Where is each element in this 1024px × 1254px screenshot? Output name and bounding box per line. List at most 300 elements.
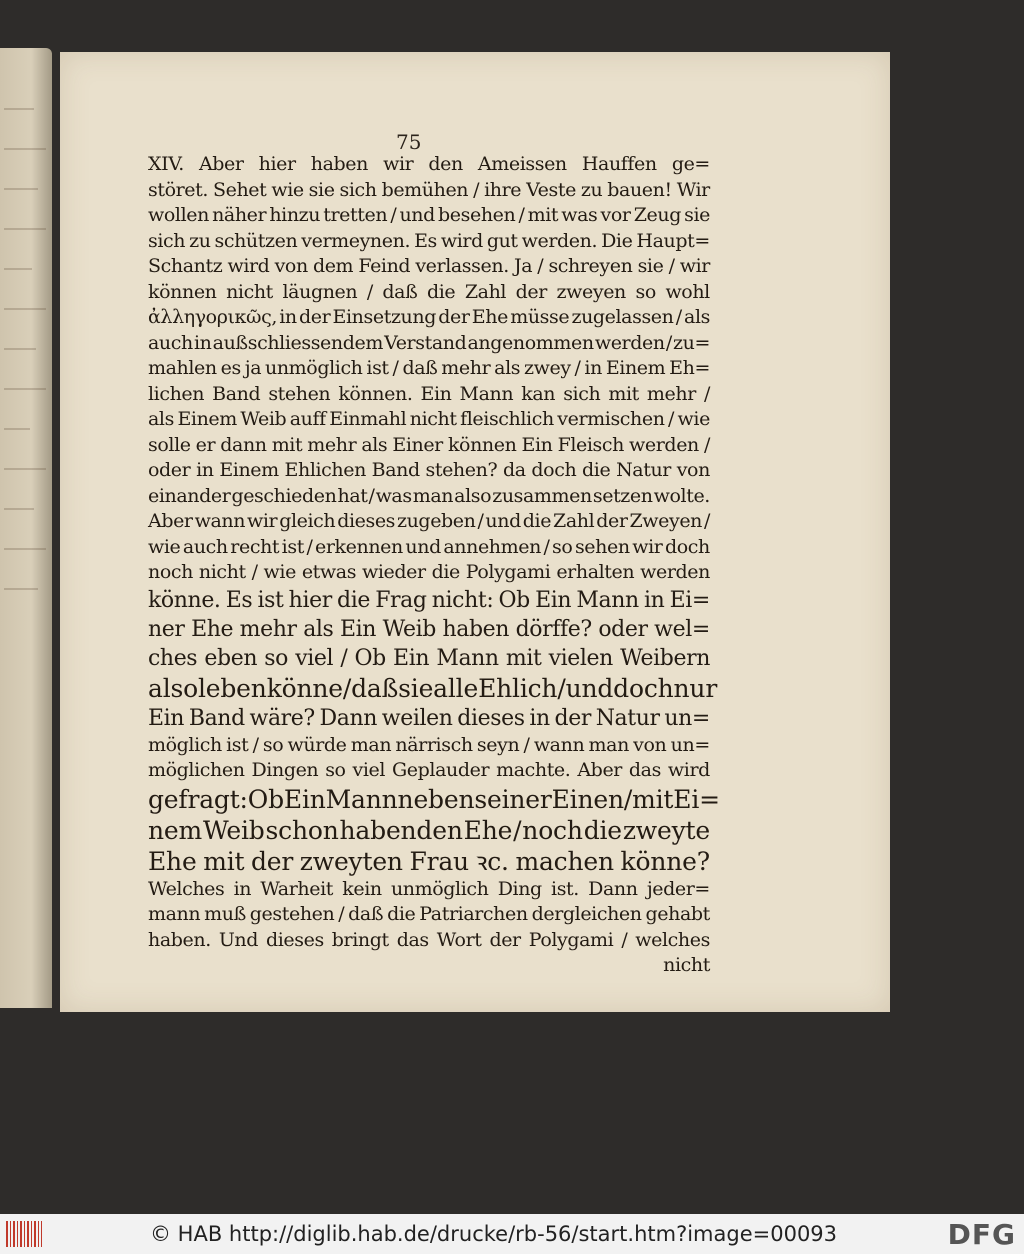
word: schon (265, 815, 339, 845)
word: Ding (497, 877, 542, 900)
word: als (361, 433, 388, 456)
word: unmöglich (265, 357, 363, 379)
text-line (148, 280, 710, 306)
word: wir (247, 510, 278, 532)
word: Ein (283, 784, 326, 814)
word: / (665, 331, 672, 354)
word: er (195, 433, 216, 456)
word: machte. (496, 759, 571, 781)
text-line (148, 254, 710, 280)
word: dann (220, 433, 267, 456)
word: Weib (240, 408, 287, 430)
word: möglich (148, 733, 222, 756)
word: recht (230, 535, 280, 558)
word: dieses (265, 928, 324, 951)
word: mehr (307, 433, 357, 456)
word: Patriarchen (419, 903, 528, 925)
word: ist (257, 587, 284, 613)
word: also (148, 673, 198, 703)
word: mahlen (148, 357, 217, 379)
word: der (250, 846, 294, 876)
word: so (262, 733, 284, 756)
word: schreyen (548, 255, 633, 277)
word: werden (640, 561, 710, 583)
word: eben (204, 645, 258, 671)
word: Band (188, 705, 245, 731)
word: so (552, 535, 573, 558)
word: Frau (409, 846, 469, 876)
word: / (252, 733, 259, 756)
word: / (368, 484, 375, 507)
word: Feind (358, 255, 411, 277)
word: Sehet (212, 178, 267, 201)
word: kan (521, 382, 556, 405)
word: das (628, 759, 661, 781)
word: vielen (548, 645, 613, 671)
word: läugnen (282, 280, 358, 303)
word: Dann (319, 705, 378, 731)
word: und (565, 673, 614, 703)
word: mehr (239, 616, 297, 642)
word: doch (613, 673, 674, 703)
word: Natur (595, 705, 660, 731)
word: un= (664, 705, 710, 731)
word: Eh= (669, 357, 710, 379)
word: die (582, 459, 611, 481)
word: Mann (325, 784, 398, 814)
word: der (515, 280, 547, 303)
word: Zahl (464, 280, 507, 303)
word: närrisch (395, 733, 473, 756)
word: zugelassen (571, 306, 674, 328)
word: Einem (177, 408, 237, 430)
word: bauen! (607, 178, 672, 201)
word: dörffe? (515, 616, 592, 642)
word: mit (608, 382, 639, 405)
word: Fleisch (557, 433, 624, 456)
text-line (148, 356, 710, 382)
word: doch (531, 459, 577, 481)
book-page (60, 52, 890, 1012)
word: wel= (654, 616, 710, 642)
word: Verstand (384, 331, 467, 354)
word: man (588, 733, 629, 756)
word: in (529, 705, 550, 731)
word: Mann (576, 587, 639, 613)
word: sie (684, 204, 710, 226)
word: der (596, 510, 628, 532)
word: nicht: (431, 587, 494, 613)
word: wolte. (653, 484, 710, 507)
word: stehen? (425, 459, 498, 481)
word: angenommen (467, 331, 594, 354)
word: oder (148, 459, 191, 481)
word: viel (352, 759, 386, 781)
word: von (274, 255, 308, 277)
word: da (502, 459, 526, 481)
word: was (561, 204, 598, 226)
word: oder (598, 616, 648, 642)
text-line (148, 509, 710, 535)
word: tretten (323, 204, 388, 226)
word: wir (383, 153, 414, 175)
word: kein (342, 877, 382, 900)
word: möglichen (148, 759, 245, 781)
word: Polygami (465, 561, 551, 583)
word: Aber (148, 510, 193, 532)
word: der (554, 705, 591, 731)
word: Es (225, 587, 253, 613)
text-line (148, 586, 710, 615)
word: mit (632, 784, 674, 814)
word: der (438, 306, 470, 328)
word: / (306, 535, 313, 558)
word: Ehlichen (284, 459, 366, 481)
word: / (518, 204, 525, 226)
word: in (196, 459, 214, 481)
word: haben (442, 616, 510, 642)
word: muß (204, 903, 246, 925)
word: Dann (588, 877, 638, 900)
page-text (148, 152, 720, 979)
word: Und (218, 928, 259, 951)
word: seiner (474, 784, 552, 814)
word: hier (258, 153, 296, 175)
word: werden. (521, 229, 598, 252)
word: ist (366, 357, 389, 379)
text-line (148, 203, 710, 229)
word: / (703, 510, 710, 532)
word: / (513, 815, 522, 845)
word: Wir (676, 178, 710, 201)
word: den (428, 153, 463, 175)
word: vermischen (557, 408, 665, 430)
word: mehr (441, 357, 491, 379)
word: in (643, 587, 665, 613)
word: machen (515, 846, 614, 876)
word: zweyte (622, 815, 710, 845)
word: / (342, 673, 352, 703)
text-line (148, 615, 710, 644)
word: die (337, 587, 370, 613)
word: ihre (484, 178, 522, 201)
word: ἀλληγορικῶς, (148, 306, 277, 328)
word: ist (226, 733, 249, 756)
word: un= (670, 733, 710, 756)
word: auch (148, 331, 193, 354)
word: können. (338, 382, 413, 405)
word: / (251, 561, 258, 583)
word: die (426, 280, 456, 303)
word: könne? (620, 846, 710, 876)
word: gefragt: (148, 784, 248, 814)
word: Ein (420, 382, 452, 405)
word: wollen (148, 204, 209, 226)
word: also (454, 484, 492, 507)
word: als (148, 408, 174, 430)
word: ja (244, 357, 262, 379)
text-line (148, 758, 710, 784)
word: außschliessendem (212, 331, 383, 354)
word: etwas (301, 561, 357, 583)
word: zwey (524, 357, 571, 379)
word: / (537, 255, 544, 277)
word: so (635, 280, 656, 303)
word: daß (351, 673, 399, 703)
text-line (148, 407, 710, 433)
word: / (338, 903, 345, 925)
text-line (148, 784, 720, 815)
word: mit (271, 433, 303, 456)
word: zu= (673, 331, 710, 354)
word: Ob (354, 645, 386, 671)
word: würde (287, 733, 347, 756)
word: lichen (148, 382, 205, 405)
word: zu (580, 178, 603, 201)
word: Natur (616, 459, 671, 481)
word: werden (629, 433, 699, 456)
word: Die (601, 229, 633, 252)
word: verlassen. (415, 255, 509, 277)
word: fleischlich (460, 408, 554, 430)
text-line (148, 902, 710, 928)
word: Ob (247, 784, 284, 814)
word: Einem (219, 459, 279, 481)
word: der (298, 306, 331, 328)
word: seyn (476, 733, 520, 756)
word: haben (310, 153, 368, 175)
word: Ein (393, 645, 430, 671)
word: wird (440, 229, 483, 252)
text-line (148, 152, 710, 178)
word: habenden (339, 815, 463, 845)
word: mann (148, 903, 201, 925)
word: Frag (375, 587, 427, 613)
word: sich (148, 229, 186, 252)
word: dieses (457, 705, 525, 731)
word: wäre? (249, 705, 315, 731)
word: Haupt= (636, 229, 710, 252)
word: Ehe (463, 815, 513, 845)
word: gut (486, 229, 518, 252)
word: Ehe (148, 846, 197, 876)
word: Wort (436, 928, 482, 951)
text-line (148, 178, 710, 204)
word: wie (677, 408, 710, 430)
text-line (148, 229, 710, 255)
word: Ein (339, 616, 377, 642)
word: ist. (551, 877, 579, 900)
word: vermeynen. (301, 229, 411, 252)
word: Es (414, 229, 437, 252)
word: wir (679, 255, 710, 277)
word: näher (212, 204, 267, 226)
word: besehen (438, 204, 516, 226)
text-line (148, 382, 710, 408)
word: und (485, 510, 521, 532)
word: Einen (551, 784, 624, 814)
word: erkennen (315, 535, 403, 558)
word: es (220, 357, 241, 379)
text-line (148, 560, 710, 586)
word: wir (632, 535, 663, 558)
word: Ehlich (478, 673, 558, 703)
word: wohl (665, 280, 710, 303)
word: / (477, 510, 484, 532)
word: bemühen (381, 178, 469, 201)
word: erhalten (556, 561, 635, 583)
word: könne. (148, 587, 221, 613)
word: / (390, 204, 397, 226)
word: Weibern (620, 645, 710, 671)
word: ꝛc. (475, 846, 509, 876)
word: wann (533, 733, 585, 756)
word: in (194, 331, 212, 354)
word: / (703, 433, 710, 456)
word: zusammen (492, 484, 592, 507)
word: ner (148, 616, 185, 642)
page-number: 75 (396, 130, 422, 154)
word: Weib (382, 616, 436, 642)
word: in (279, 306, 297, 328)
word: einander (148, 484, 231, 507)
word: solle (148, 433, 191, 456)
word: / (675, 306, 682, 328)
word: nicht (226, 280, 273, 303)
word: / (543, 535, 550, 558)
word: nem (148, 815, 203, 845)
text-line (148, 704, 710, 733)
word: störet. (148, 178, 209, 201)
word: hier (288, 587, 332, 613)
word: / (668, 255, 675, 277)
word: Ameissen (477, 153, 567, 175)
word: sehen (574, 535, 630, 558)
word: so (264, 645, 289, 671)
word: zweyten (299, 846, 403, 876)
word: haben. (148, 928, 211, 951)
word: was (375, 484, 412, 507)
text-line (148, 815, 710, 846)
word: sich (563, 382, 601, 405)
word: Einsetzung (332, 306, 436, 328)
word: / (668, 408, 675, 430)
word: auch (182, 535, 228, 558)
word: daß (382, 280, 418, 303)
word: Ei= (673, 784, 720, 814)
word: können (447, 433, 517, 456)
word: hat (337, 484, 368, 507)
word: mit (203, 846, 245, 876)
word: / (473, 178, 480, 201)
word: als (494, 357, 521, 379)
word: stehen (268, 382, 331, 405)
dfg-logo: DFG (947, 1218, 1016, 1251)
word: sie (398, 673, 434, 703)
word: nicht (409, 408, 457, 430)
word: nur (673, 673, 718, 703)
word: Geplauder (392, 759, 490, 781)
text-line (148, 644, 710, 673)
word: auff (289, 408, 326, 430)
word: wann (194, 510, 246, 532)
text-line (148, 846, 710, 877)
word: ge= (671, 153, 710, 175)
word: müsse (510, 306, 570, 328)
word: dem (312, 255, 354, 277)
word: das (396, 928, 429, 951)
word: sie (308, 178, 335, 201)
word: Band (212, 382, 261, 405)
word: Hauffen (581, 153, 657, 175)
word: wird (667, 759, 710, 781)
word: mit (527, 204, 559, 226)
word: die (387, 903, 416, 925)
word: leben (197, 673, 267, 703)
word: / (392, 357, 399, 379)
word: mit (505, 645, 542, 671)
word: wieder (361, 561, 426, 583)
word: von (633, 733, 667, 756)
word: als (303, 616, 334, 642)
word: gehabt (645, 903, 710, 925)
word: viel (295, 645, 334, 671)
word: in (584, 357, 602, 379)
word: neben (397, 784, 475, 814)
text-line (148, 331, 710, 357)
word: Polygami (528, 928, 614, 951)
word: bringt (331, 928, 389, 951)
hab-logo-icon (6, 1221, 42, 1247)
word: / (366, 280, 373, 303)
word: man (412, 484, 454, 507)
word: / (557, 673, 566, 703)
word: ches (148, 645, 198, 671)
text-line (148, 928, 710, 954)
word: ist (281, 535, 304, 558)
word: so (325, 759, 346, 781)
word: in (233, 877, 252, 900)
word: / (621, 928, 628, 951)
word: Ein (148, 705, 185, 731)
word: und (399, 204, 435, 226)
word: nicht (198, 561, 246, 583)
word: / (523, 733, 530, 756)
word: Zeug (633, 204, 681, 226)
word: Zahl (553, 510, 595, 532)
word: hinzu (269, 204, 321, 226)
word: wie (263, 561, 296, 583)
word: Welches (148, 877, 225, 900)
word: geschieden (231, 484, 337, 507)
word: dieses (337, 510, 396, 532)
word: vor (600, 204, 631, 226)
word: / (340, 645, 348, 671)
word: wird (227, 255, 270, 277)
word: Ehe (191, 616, 234, 642)
word: zu (189, 229, 211, 252)
word: mehr (646, 382, 696, 405)
copyright-text: © HAB http://diglib.hab.de/drucke/rb-56/start.htm?image=00093 (150, 1222, 838, 1246)
word: die (522, 510, 552, 532)
word: XIV. (148, 153, 184, 175)
word: Aber (577, 759, 622, 781)
word: sich (339, 178, 377, 201)
word: Dingen (251, 759, 319, 781)
text-line (148, 877, 710, 903)
word: man (350, 733, 392, 756)
word: doch (664, 535, 710, 558)
